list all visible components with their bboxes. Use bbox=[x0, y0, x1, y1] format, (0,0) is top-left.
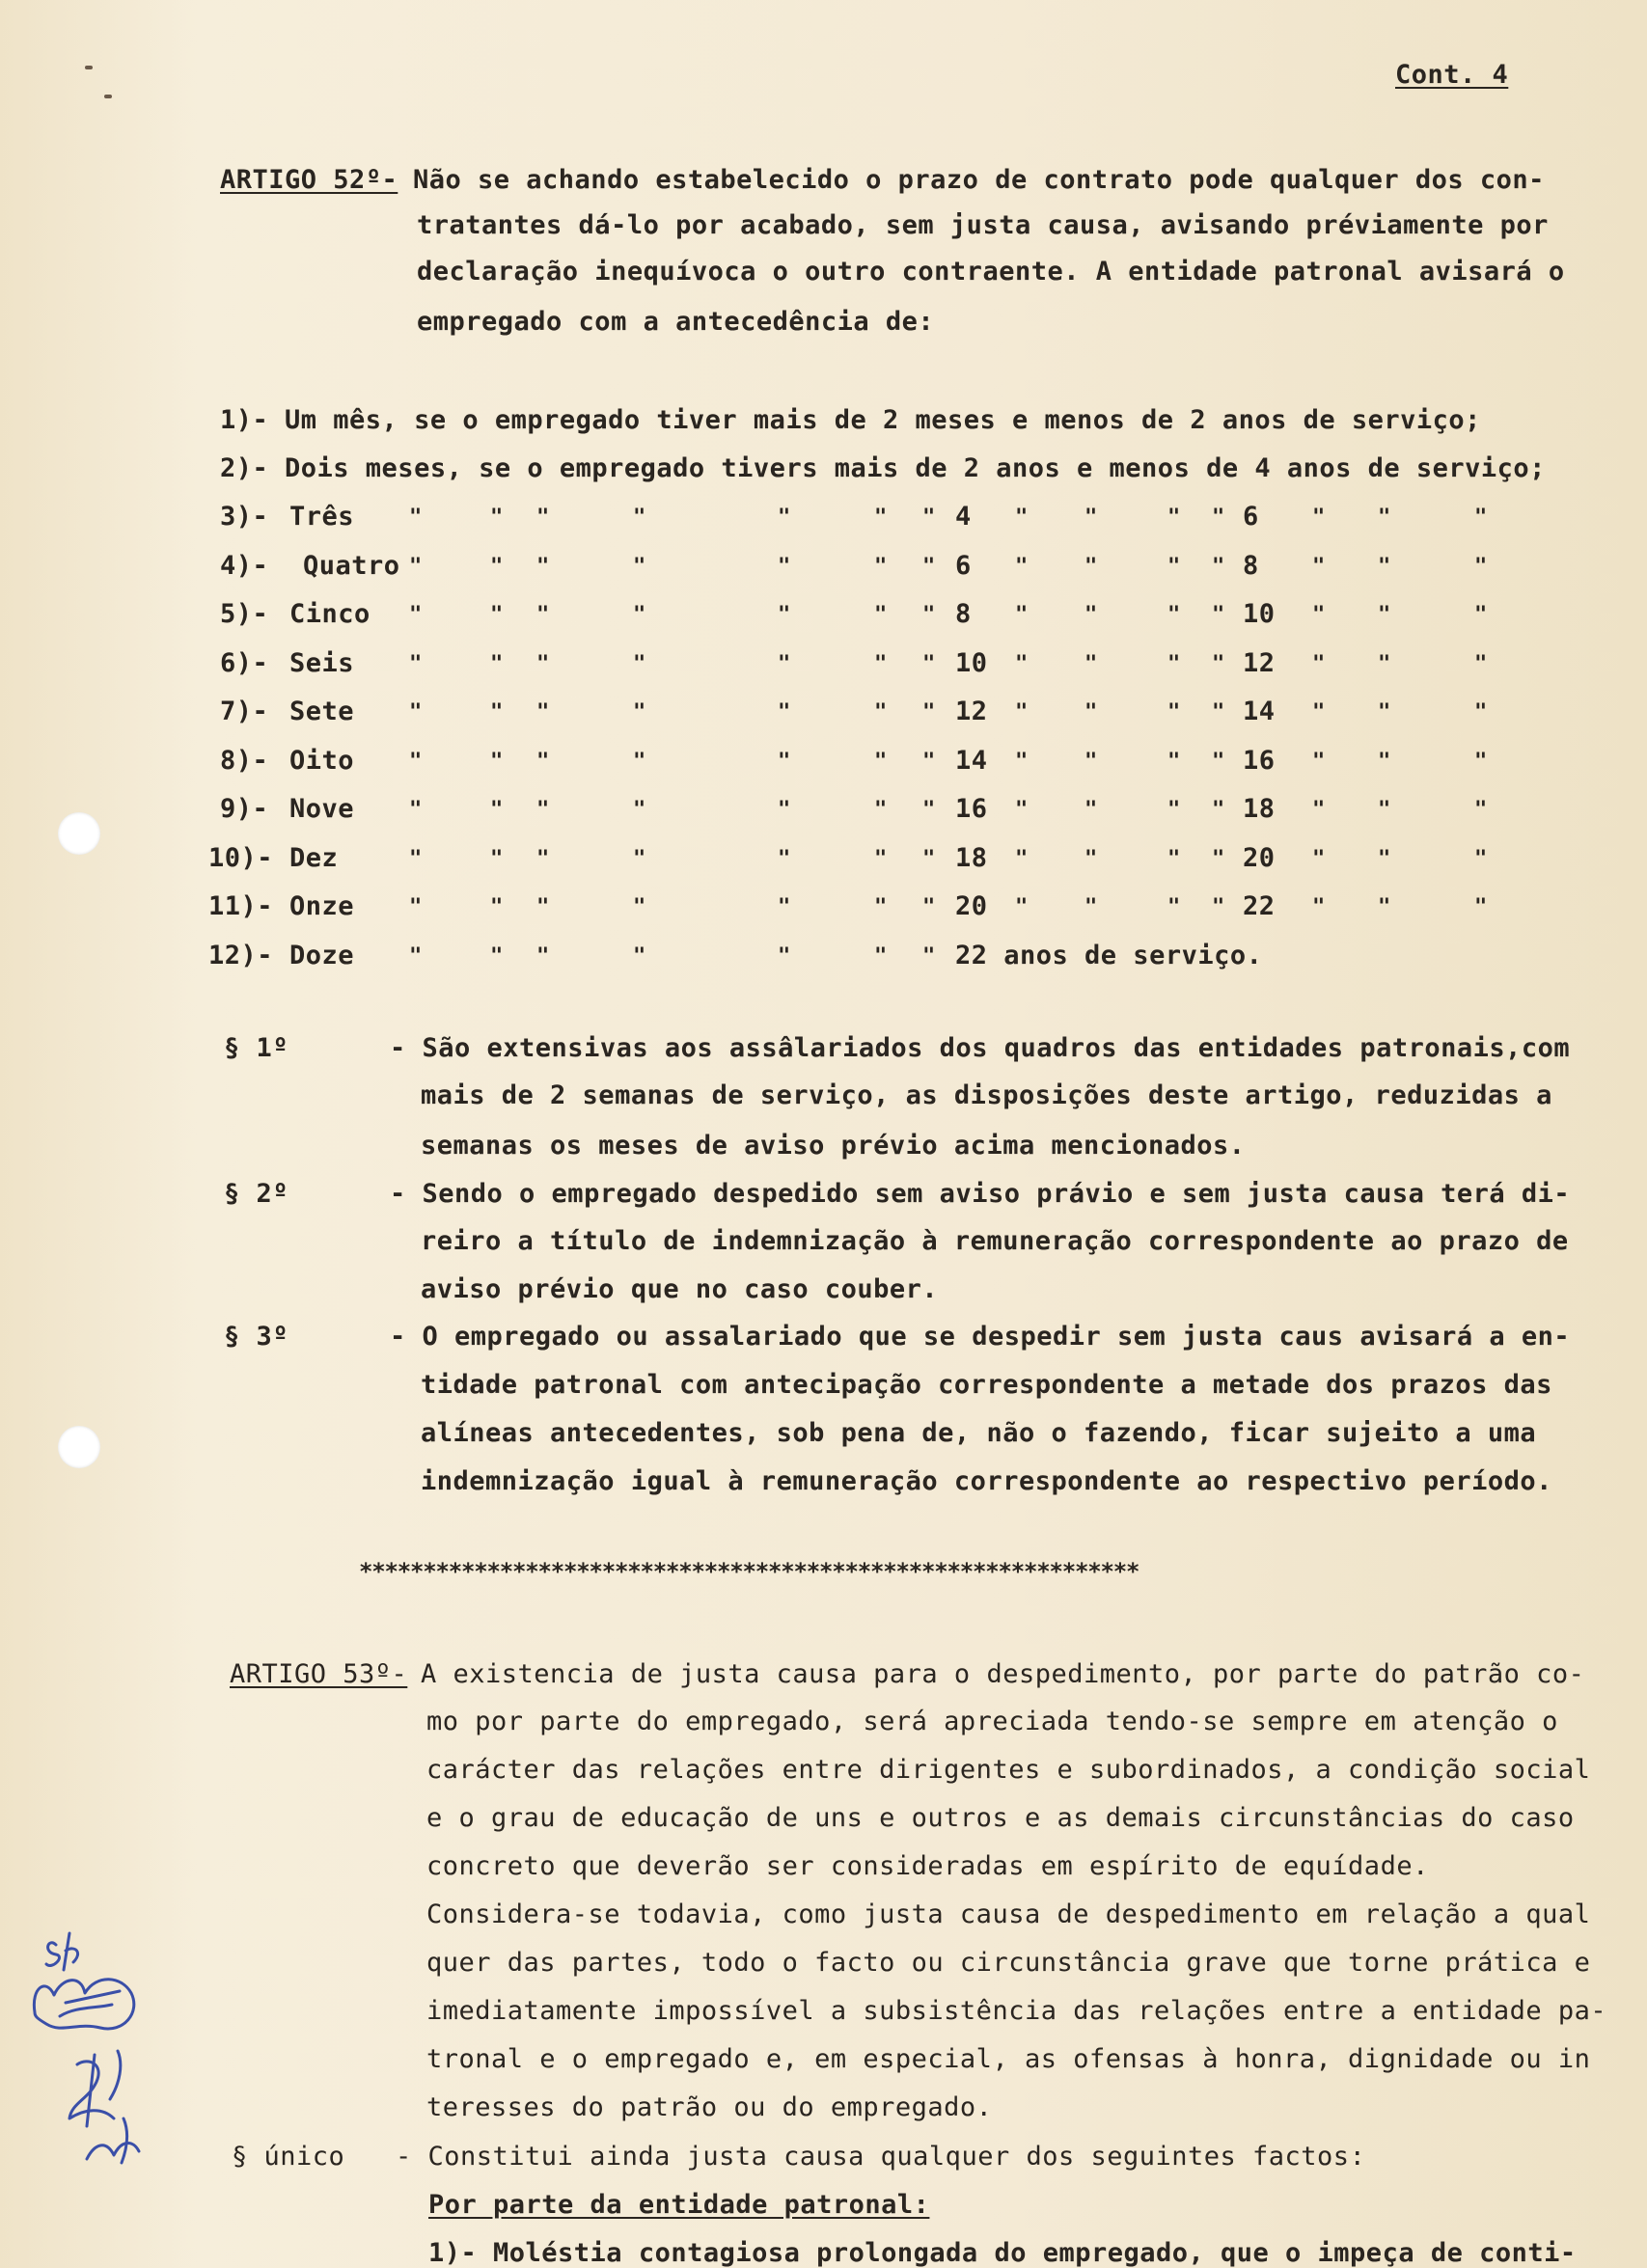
paragraph-2-label: § 2º bbox=[224, 1179, 289, 1209]
notice-item-to-years: 16 bbox=[1243, 746, 1276, 776]
notice-item-to-years: 10 bbox=[1243, 599, 1276, 629]
paragraph-2-line: - Sendo o empregado despedido sem aviso právio e sem justa causa terá di- bbox=[390, 1179, 1571, 1209]
notice-item-word: Nove bbox=[289, 794, 355, 824]
ditto-mark: " bbox=[1312, 652, 1326, 676]
ditto-mark: " bbox=[633, 652, 646, 676]
ditto-mark: " bbox=[874, 847, 888, 871]
ditto-mark: " bbox=[1312, 700, 1326, 724]
notice-item-from-years: 14 bbox=[955, 746, 988, 776]
ditto-mark: " bbox=[1474, 750, 1488, 774]
ditto-mark: " bbox=[1015, 603, 1029, 627]
notice-item-from-years: 10 bbox=[955, 648, 988, 678]
ditto-mark: " bbox=[874, 652, 888, 676]
paragraph-2-line: aviso prévio que no caso couber. bbox=[421, 1274, 939, 1304]
ditto-mark: " bbox=[490, 944, 504, 969]
ditto-mark: " bbox=[490, 847, 504, 871]
ditto-mark: " bbox=[1474, 555, 1488, 579]
ditto-mark: " bbox=[1474, 603, 1488, 627]
ditto-mark: " bbox=[409, 506, 423, 530]
ditto-mark: " bbox=[490, 603, 504, 627]
ditto-mark: " bbox=[778, 652, 791, 676]
ditto-mark: " bbox=[1167, 652, 1181, 676]
ditto-mark: " bbox=[536, 847, 550, 871]
article-53-line: teresses do patrão ou do empregado. bbox=[426, 2092, 993, 2122]
ditto-mark: " bbox=[409, 750, 423, 774]
paragraph-3-line: indemnização igual à remuneração correspondente ao respectivo período. bbox=[421, 1466, 1552, 1496]
ditto-mark: " bbox=[536, 555, 550, 579]
notice-item-word: Onze bbox=[289, 891, 355, 921]
ditto-mark: " bbox=[922, 750, 936, 774]
article-53-line: tronal e o empregado e, em especial, as ofensas à honra, dignidade ou in bbox=[426, 2044, 1591, 2074]
ditto-mark: " bbox=[536, 895, 550, 919]
scan-mark bbox=[85, 66, 93, 69]
ditto-mark: " bbox=[633, 750, 646, 774]
ditto-mark: " bbox=[778, 750, 791, 774]
ditto-mark: " bbox=[1015, 798, 1029, 822]
notice-item-from-years: 20 bbox=[955, 891, 988, 921]
ditto-mark: " bbox=[409, 798, 423, 822]
ditto-mark: " bbox=[1474, 847, 1488, 871]
ditto-mark: " bbox=[1015, 895, 1029, 919]
ditto-mark: " bbox=[1084, 895, 1098, 919]
paragraph-unico-cut-line: 1)- Moléstia contagiosa prolongada do empregado, que o impeça de conti- bbox=[428, 2238, 1577, 2268]
notice-item-from-years: 16 bbox=[955, 794, 988, 824]
ditto-mark: " bbox=[1212, 750, 1225, 774]
ditto-mark: " bbox=[1015, 750, 1029, 774]
ditto-mark: " bbox=[922, 944, 936, 969]
paragraph-2-line: reiro a título de indemnização à remuneração correspondente ao prazo de bbox=[421, 1226, 1569, 1256]
article-53-line: concreto que deverão ser consideradas em espírito de equídade. bbox=[426, 1851, 1429, 1881]
ditto-mark: " bbox=[1212, 847, 1225, 871]
ditto-mark: " bbox=[536, 603, 550, 627]
ditto-mark: " bbox=[409, 700, 423, 724]
ditto-mark: " bbox=[778, 506, 791, 530]
ditto-mark: " bbox=[922, 652, 936, 676]
paragraph-3-label: § 3º bbox=[224, 1322, 289, 1352]
ditto-mark: " bbox=[922, 847, 936, 871]
ditto-mark: " bbox=[633, 700, 646, 724]
ditto-mark: " bbox=[874, 750, 888, 774]
ditto-mark: " bbox=[922, 895, 936, 919]
ditto-mark: " bbox=[1312, 506, 1326, 530]
notice-item-word: Três bbox=[289, 502, 355, 532]
ditto-mark: " bbox=[1378, 798, 1391, 822]
ditto-mark: " bbox=[1312, 895, 1326, 919]
article-52-line: empregado com a antecedência de: bbox=[417, 307, 935, 337]
ditto-mark: " bbox=[922, 506, 936, 530]
ditto-mark: " bbox=[633, 506, 646, 530]
ditto-mark: " bbox=[1312, 603, 1326, 627]
notice-item-from-years: 8 bbox=[955, 599, 972, 629]
ditto-mark: " bbox=[922, 798, 936, 822]
notice-item-number: 8)- bbox=[220, 746, 269, 776]
paragraph-1-line: - São extensivas aos assâlariados dos quadros das entidades patronais,com bbox=[390, 1033, 1571, 1063]
ditto-mark: " bbox=[1015, 555, 1029, 579]
separator-line: ************************************************************* bbox=[359, 1558, 1139, 1585]
ditto-mark: " bbox=[1474, 700, 1488, 724]
ditto-mark: " bbox=[1312, 750, 1326, 774]
article-53-line: e o grau de educação de uns e outros e as demais circunstâncias do caso bbox=[426, 1803, 1575, 1833]
notice-item-number: 12)- bbox=[208, 941, 274, 970]
ditto-mark: " bbox=[409, 603, 423, 627]
ditto-mark: " bbox=[874, 506, 888, 530]
ditto-mark: " bbox=[1378, 750, 1391, 774]
ditto-mark: " bbox=[778, 847, 791, 871]
continuation-label: Cont. 4 bbox=[1395, 60, 1509, 90]
ditto-mark: " bbox=[1312, 555, 1326, 579]
ditto-mark: " bbox=[536, 750, 550, 774]
ditto-mark: " bbox=[874, 895, 888, 919]
notice-item-to-years: 22 bbox=[1243, 891, 1276, 921]
article-52-line: tratantes dá-lo por acabado, sem justa causa, avisando préviamente por bbox=[417, 210, 1549, 240]
ditto-mark: " bbox=[1378, 700, 1391, 724]
notice-item-word: Dez bbox=[289, 843, 339, 873]
notice-item-number: 9)- bbox=[220, 794, 269, 824]
ditto-mark: " bbox=[1015, 700, 1029, 724]
notice-item-to-years: 6 bbox=[1243, 502, 1259, 532]
notice-item-word: Quatro bbox=[303, 551, 400, 581]
article-52-line: Não se achando estabelecido o prazo de contrato pode qualquer dos con- bbox=[413, 165, 1545, 195]
ditto-mark: " bbox=[490, 506, 504, 530]
article-53-line: Considera-se todavia, como justa causa de despedimento em relação a qual bbox=[426, 1899, 1591, 1929]
ditto-mark: " bbox=[1167, 895, 1181, 919]
ditto-mark: " bbox=[1474, 652, 1488, 676]
ditto-mark: " bbox=[409, 652, 423, 676]
ditto-mark: " bbox=[1167, 750, 1181, 774]
ditto-mark: " bbox=[922, 603, 936, 627]
article-53-line: carácter das relações entre dirigentes e subordinados, a condição social bbox=[426, 1755, 1591, 1785]
notice-item-from-years: 18 bbox=[955, 843, 988, 873]
notice-item-number: 6)- bbox=[220, 648, 269, 678]
ditto-mark: " bbox=[1212, 700, 1225, 724]
ditto-mark: " bbox=[778, 895, 791, 919]
ditto-mark: " bbox=[536, 798, 550, 822]
paragraph-3-line: alíneas antecedentes, sob pena de, não o fazendo, ficar sujeito a uma bbox=[421, 1418, 1537, 1448]
notice-item-number: 4)- bbox=[220, 551, 269, 581]
notice-item-from-years: 4 bbox=[955, 502, 972, 532]
punch-hole bbox=[58, 812, 100, 855]
punch-hole bbox=[58, 1426, 100, 1468]
ditto-mark: " bbox=[1312, 798, 1326, 822]
ditto-mark: " bbox=[490, 652, 504, 676]
ditto-mark: " bbox=[490, 750, 504, 774]
notice-item-number: 11)- bbox=[208, 891, 274, 921]
notice-item-number: 7)- bbox=[220, 697, 269, 726]
ditto-mark: " bbox=[922, 700, 936, 724]
handwritten-initials-signature bbox=[27, 1920, 172, 2180]
notice-item-to-years: 8 bbox=[1243, 551, 1259, 581]
ditto-mark: " bbox=[778, 798, 791, 822]
notice-item-from-years: 6 bbox=[955, 551, 972, 581]
ditto-mark: " bbox=[1167, 555, 1181, 579]
article-53-line: A existencia de justa causa para o despedimento, por parte do patrão co- bbox=[421, 1659, 1585, 1689]
ditto-mark: " bbox=[490, 700, 504, 724]
ditto-mark: " bbox=[1312, 847, 1326, 871]
paragraph-3-line: - O empregado ou assalariado que se despedir sem justa caus avisará a en- bbox=[390, 1322, 1571, 1352]
ditto-mark: " bbox=[1378, 506, 1391, 530]
ditto-mark: " bbox=[409, 944, 423, 969]
notice-item-word: Seis bbox=[289, 648, 355, 678]
ditto-mark: " bbox=[874, 944, 888, 969]
article-52-label: ARTIGO 52º- bbox=[220, 165, 398, 195]
paragraph-unico-line: - Constitui ainda justa causa qualquer dos seguintes factos: bbox=[396, 2142, 1366, 2172]
notice-item-number: 3)- bbox=[220, 502, 269, 532]
ditto-mark: " bbox=[874, 700, 888, 724]
ditto-mark: " bbox=[633, 895, 646, 919]
ditto-mark: " bbox=[1015, 847, 1029, 871]
notice-item-number: 5)- bbox=[220, 599, 269, 629]
paragraph-1-line: semanas os meses de aviso prévio acima mencionados. bbox=[421, 1131, 1246, 1161]
notice-item-from-years: 12 bbox=[955, 697, 988, 726]
ditto-mark: " bbox=[490, 555, 504, 579]
ditto-mark: " bbox=[1015, 506, 1029, 530]
ditto-mark: " bbox=[1212, 895, 1225, 919]
ditto-mark: " bbox=[778, 603, 791, 627]
ditto-mark: " bbox=[874, 555, 888, 579]
ditto-mark: " bbox=[1212, 555, 1225, 579]
ditto-mark: " bbox=[1167, 506, 1181, 530]
notice-item-to-years: 14 bbox=[1243, 697, 1276, 726]
ditto-mark: " bbox=[922, 555, 936, 579]
notice-item-number: 10)- bbox=[208, 843, 274, 873]
ditto-mark: " bbox=[1378, 895, 1391, 919]
notice-item-word: Cinco bbox=[289, 599, 371, 629]
notice-item-2: 2)- Dois meses, se o empregado tivers mais de 2 anos e menos de 4 anos de serviço; bbox=[220, 453, 1546, 483]
ditto-mark: " bbox=[1167, 700, 1181, 724]
ditto-mark: " bbox=[490, 895, 504, 919]
ditto-mark: " bbox=[409, 847, 423, 871]
ditto-mark: " bbox=[1212, 652, 1225, 676]
ditto-mark: " bbox=[1474, 506, 1488, 530]
ditto-mark: " bbox=[409, 895, 423, 919]
ditto-mark: " bbox=[536, 944, 550, 969]
ditto-mark: " bbox=[633, 798, 646, 822]
ditto-mark: " bbox=[1167, 847, 1181, 871]
ditto-mark: " bbox=[1474, 798, 1488, 822]
notice-item-word: Doze bbox=[289, 941, 355, 970]
notice-item-word: Sete bbox=[289, 697, 355, 726]
ditto-mark: " bbox=[490, 798, 504, 822]
ditto-mark: " bbox=[1084, 652, 1098, 676]
paragraph-1-label: § 1º bbox=[224, 1033, 289, 1063]
ditto-mark: " bbox=[1084, 847, 1098, 871]
ditto-mark: " bbox=[778, 700, 791, 724]
article-53-line: imediatamente impossível a subsistência das relações entre a entidade pa- bbox=[426, 1996, 1607, 2026]
ditto-mark: " bbox=[633, 944, 646, 969]
ditto-mark: " bbox=[1084, 700, 1098, 724]
ditto-mark: " bbox=[1378, 652, 1391, 676]
article-53-line: mo por parte do empregado, será apreciada tendo-se sempre em atenção o bbox=[426, 1707, 1558, 1736]
article-53-line: quer das partes, todo o facto ou circunstância grave que torne prática e bbox=[426, 1948, 1591, 1978]
ditto-mark: " bbox=[1084, 798, 1098, 822]
ditto-mark: " bbox=[1084, 750, 1098, 774]
ditto-mark: " bbox=[778, 944, 791, 969]
notice-item-word: Oito bbox=[289, 746, 355, 776]
ditto-mark: " bbox=[1474, 895, 1488, 919]
ditto-mark: " bbox=[1084, 506, 1098, 530]
ditto-mark: " bbox=[409, 555, 423, 579]
article-53-label: ARTIGO 53º- bbox=[230, 1659, 408, 1689]
ditto-mark: " bbox=[874, 798, 888, 822]
paragraph-3-line: tidade patronal com antecipação correspondente a metade dos prazos das bbox=[421, 1370, 1552, 1400]
ditto-mark: " bbox=[1212, 798, 1225, 822]
ditto-mark: " bbox=[536, 652, 550, 676]
ditto-mark: " bbox=[536, 506, 550, 530]
ditto-mark: " bbox=[633, 847, 646, 871]
ditto-mark: " bbox=[633, 603, 646, 627]
ditto-mark: " bbox=[1212, 603, 1225, 627]
notice-item-1: 1)- Um mês, se o empregado tiver mais de 2 meses e menos de 2 anos de serviço; bbox=[220, 405, 1481, 435]
article-52-line: declaração inequívoca o outro contraente. A entidade patronal avisará o bbox=[417, 257, 1565, 287]
paragraph-unico-label: § único bbox=[232, 2142, 345, 2172]
scan-mark bbox=[104, 95, 112, 98]
ditto-mark: " bbox=[1084, 603, 1098, 627]
ditto-mark: " bbox=[536, 700, 550, 724]
ditto-mark: " bbox=[1212, 506, 1225, 530]
ditto-mark: " bbox=[633, 555, 646, 579]
paragraph-1-line: mais de 2 semanas de serviço, as disposições deste artigo, reduzidas a bbox=[421, 1080, 1552, 1110]
notice-item-to-years: 18 bbox=[1243, 794, 1276, 824]
ditto-mark: " bbox=[874, 603, 888, 627]
ditto-mark: " bbox=[778, 555, 791, 579]
notice-item-to-years: 20 bbox=[1243, 843, 1276, 873]
ditto-mark: " bbox=[1015, 652, 1029, 676]
ditto-mark: " bbox=[1167, 798, 1181, 822]
ditto-mark: " bbox=[1378, 555, 1391, 579]
ditto-mark: " bbox=[1084, 555, 1098, 579]
notice-item-to-years: 12 bbox=[1243, 648, 1276, 678]
notice-item-from-years: 22 anos de serviço. bbox=[955, 941, 1263, 970]
paragraph-unico-subheading: Por parte da entidade patronal: bbox=[428, 2190, 930, 2220]
ditto-mark: " bbox=[1378, 847, 1391, 871]
ditto-mark: " bbox=[1378, 603, 1391, 627]
ditto-mark: " bbox=[1167, 603, 1181, 627]
